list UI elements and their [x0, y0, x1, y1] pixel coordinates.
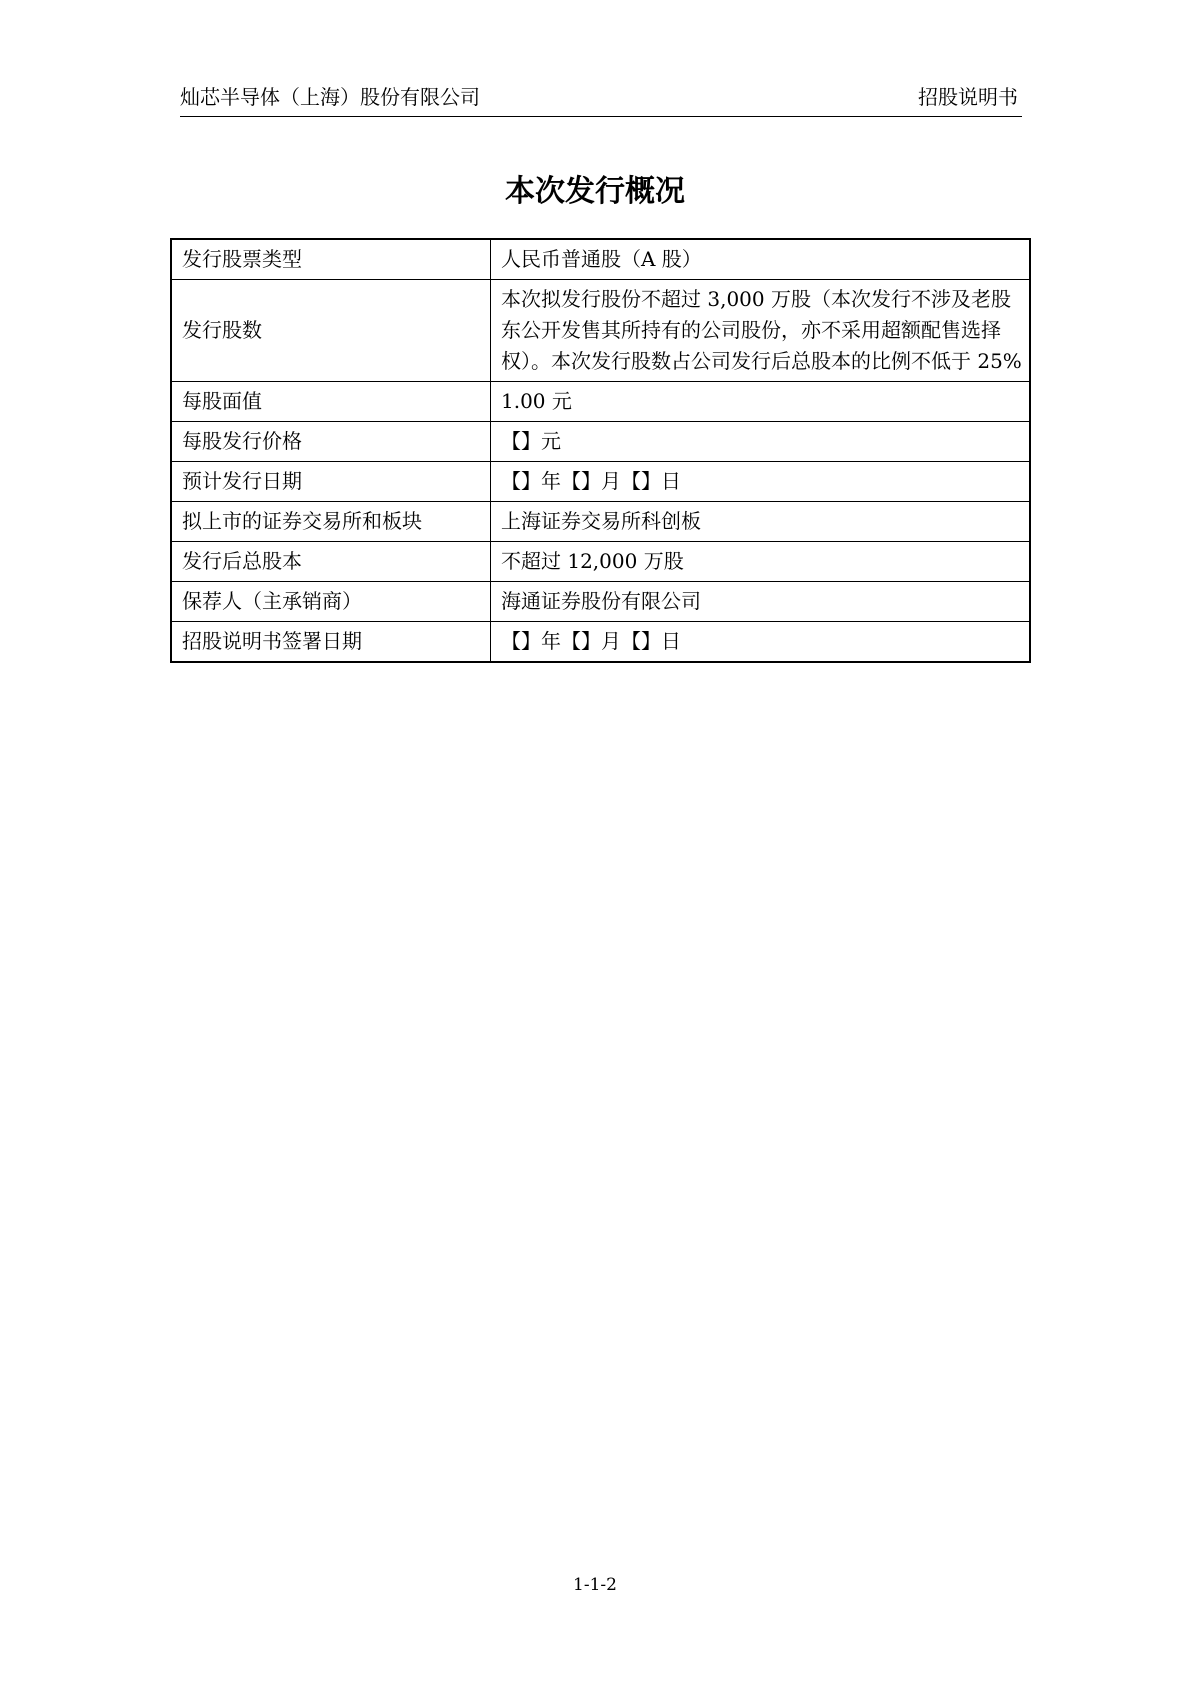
row-value: 【】元 [491, 422, 1031, 462]
row-label: 发行股票类型 [171, 239, 491, 280]
table-row [171, 622, 1030, 663]
row-label: 招股说明书签署日期 [171, 622, 491, 663]
offering-overview-table [170, 238, 1031, 663]
row-label: 拟上市的证券交易所和板块 [171, 502, 491, 542]
row-label: 预计发行日期 [171, 462, 491, 502]
row-label: 每股面值 [171, 382, 491, 422]
table-row [171, 422, 1030, 462]
page-title: 本次发行概况 [505, 174, 685, 209]
header-company-name: 灿芯半导体（上海）股份有限公司 [180, 85, 480, 109]
table-row [171, 382, 1030, 422]
table-row [171, 462, 1030, 502]
page-header [180, 82, 1022, 117]
table-row [171, 582, 1030, 622]
table-row [171, 280, 1030, 382]
row-label: 每股发行价格 [171, 422, 491, 462]
row-value: 不超过 12,000 万股 [491, 542, 1031, 582]
header-document-type: 招股说明书 [918, 85, 1018, 109]
row-value: 1.00 元 [491, 382, 1031, 422]
table-row [171, 239, 1030, 280]
page-number: 1-1-2 [573, 1575, 617, 1595]
row-value: 上海证券交易所科创板 [491, 502, 1031, 542]
row-label: 发行后总股本 [171, 542, 491, 582]
table-row [171, 502, 1030, 542]
row-value: 本次拟发行股份不超过 3,000 万股（本次发行不涉及老股东公开发售其所持有的公司股份，亦不采用超额配售选择权）。本次发行股数占公司发行后总股本的比例不低于 25% [491, 280, 1031, 382]
table-row [171, 542, 1030, 582]
row-value: 【】年【】月【】日 [491, 622, 1031, 663]
row-value: 【】年【】月【】日 [491, 462, 1031, 502]
row-label: 发行股数 [171, 280, 491, 382]
row-label: 保荐人（主承销商） [171, 582, 491, 622]
row-value: 海通证券股份有限公司 [491, 582, 1031, 622]
row-value: 人民币普通股（A 股） [491, 239, 1031, 280]
